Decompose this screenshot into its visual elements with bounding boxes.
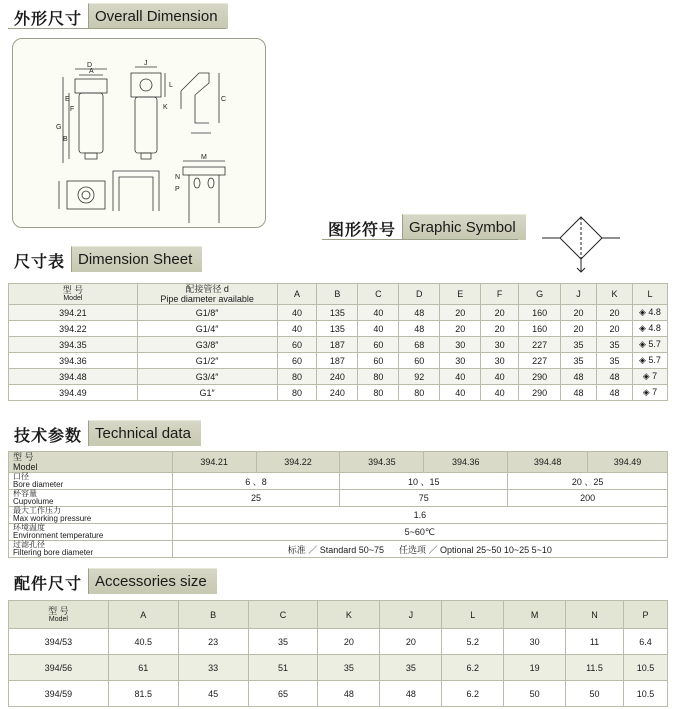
dimension-value: 20 [561, 321, 597, 337]
filter-graphic-symbol-icon [540, 212, 622, 276]
dimension-value: 80 [277, 369, 317, 385]
technical-data-en: Technical data [88, 420, 201, 446]
accessories-size-heading [8, 568, 217, 594]
accessories-model-header [9, 601, 109, 629]
accessories-col-K: K [318, 601, 380, 629]
accessories-col-M: M [504, 601, 566, 629]
environment-temperature-label [9, 524, 173, 541]
label-M: M [201, 154, 207, 161]
graphic-symbol-cn: 图形符号 [328, 220, 397, 239]
dimension-value: 30 [440, 337, 481, 353]
dimension-value: 48 [399, 321, 440, 337]
dimension-value: 160 [519, 305, 561, 321]
overall-dimension-heading [8, 3, 228, 29]
dimension-header-row [9, 284, 668, 305]
accessories-value: 35 [248, 629, 318, 655]
graphic-symbol-en: Graphic Symbol [402, 214, 526, 240]
dimension-value: 20 [561, 305, 597, 321]
dimension-col-B: B [317, 284, 358, 305]
cup-volume-value: 25 [172, 490, 340, 507]
bore-diameter-label [9, 473, 173, 490]
dimension-pipe-header-en: Pipe diameter available [160, 294, 254, 304]
accessories-value: 20 [380, 629, 442, 655]
technical-model: 394.21 [172, 452, 256, 473]
port-view [67, 181, 105, 209]
accessories-col-C: C [248, 601, 318, 629]
accessories-model-header-en: Model [48, 615, 68, 623]
dimension-model: 394.48 [9, 369, 138, 385]
table-row [9, 473, 668, 490]
dimension-value: 40 [358, 321, 399, 337]
accessories-size-en: Accessories size [88, 568, 217, 594]
technical-data-cn: 技术参数 [14, 426, 83, 445]
dimension-value: 20 [597, 321, 633, 337]
dimension-value: 40 [277, 305, 317, 321]
dimension-model: 394.49 [9, 385, 138, 401]
accessories-col-J: J [380, 601, 442, 629]
accessories-value: 11 [566, 629, 624, 655]
accessories-value: 30 [504, 629, 566, 655]
filtering-bore-label-cn: 过滤孔径 [13, 540, 45, 549]
label-G: G [56, 124, 62, 131]
graphic-symbol-rule [322, 239, 518, 240]
cup-volume-label [9, 490, 173, 507]
accessories-value: 50 [566, 681, 624, 707]
dimension-value: 80 [358, 385, 399, 401]
dimension-value: 35 [561, 353, 597, 369]
dimension-value: ◈ 5.7 [632, 337, 667, 353]
label-N: N [175, 174, 181, 181]
label-A: A [89, 68, 94, 75]
table-row [9, 629, 668, 655]
dimension-value: 60 [358, 337, 399, 353]
dimension-model-header-en: Model [63, 295, 83, 302]
dimension-pipe: G3/4″ [137, 369, 277, 385]
dimension-value: 48 [561, 385, 597, 401]
accessories-value: 50 [504, 681, 566, 707]
technical-model: 394.35 [340, 452, 424, 473]
dimension-model-header-cn: 型 号 [62, 285, 84, 295]
bracket-profile [181, 73, 209, 123]
dimension-sheet-cn: 尺寸表 [14, 252, 66, 271]
max-pressure-value: 1.6 [172, 507, 667, 524]
accessories-value: 20 [318, 629, 380, 655]
dimension-value: 30 [481, 353, 519, 369]
dimension-value: 240 [317, 385, 358, 401]
table-row [9, 541, 668, 558]
dimension-value: 227 [519, 353, 561, 369]
dimension-value: 40 [440, 385, 481, 401]
accessories-size-cn: 配件尺寸 [14, 574, 83, 593]
dimension-value: 48 [597, 385, 633, 401]
technical-model: 394.36 [424, 452, 508, 473]
label-D: D [87, 62, 93, 69]
dimension-col-K: K [597, 284, 633, 305]
front-view-bowl [79, 93, 103, 153]
dimension-value: ◈ 5.7 [632, 353, 667, 369]
cup-volume-value: 200 [508, 490, 668, 507]
environment-temperature-label-cn: 环境温度 [13, 523, 45, 532]
table-row [9, 655, 668, 681]
accessories-size-table [8, 600, 668, 707]
dimension-col-G: G [519, 284, 561, 305]
bore-diameter-value: 10 、15 [340, 473, 508, 490]
dimension-value: 48 [597, 369, 633, 385]
dimension-model: 394.36 [9, 353, 138, 369]
table-row [9, 490, 668, 507]
label-E: E [65, 96, 70, 103]
dimension-model-header [9, 284, 138, 305]
dimension-value: 92 [399, 369, 440, 385]
accessories-value: 48 [380, 681, 442, 707]
accessories-model: 394/56 [9, 655, 109, 681]
front-view-head [75, 79, 107, 93]
table-row [9, 369, 668, 385]
accessories-col-N: N [566, 601, 624, 629]
label-C: C [221, 96, 227, 103]
dimension-value: 35 [561, 337, 597, 353]
dimension-value: 60 [399, 353, 440, 369]
table-row [9, 337, 668, 353]
accessories-value: 35 [380, 655, 442, 681]
dimension-pipe: G1/8″ [137, 305, 277, 321]
table-row [9, 507, 668, 524]
accessories-value: 61 [108, 655, 178, 681]
graphic-symbol-heading [322, 214, 526, 240]
dimension-col-A: A [277, 284, 317, 305]
environment-temperature-label-en: Environment temperature [13, 531, 104, 540]
overall-dimension-drawing [12, 38, 266, 228]
dimension-value: 40 [277, 321, 317, 337]
dimension-col-F: F [481, 284, 519, 305]
accessories-model-header-cn: 型 号 [48, 605, 69, 616]
dimension-value: 227 [519, 337, 561, 353]
dimension-value: 290 [519, 385, 561, 401]
dimension-value: 187 [317, 337, 358, 353]
accessories-value: 45 [178, 681, 248, 707]
front-view-drain [85, 153, 97, 159]
bore-diameter-value: 6 、8 [172, 473, 340, 490]
dimension-value: 20 [440, 321, 481, 337]
technical-data-table [8, 451, 668, 558]
accessories-value: 5.2 [442, 629, 504, 655]
max-pressure-label [9, 507, 173, 524]
dimension-value: 160 [519, 321, 561, 337]
dimension-value: ◈ 4.8 [632, 321, 667, 337]
dimension-model: 394.21 [9, 305, 138, 321]
label-B: B [63, 136, 68, 143]
accessories-value: 19 [504, 655, 566, 681]
dimension-sheet-table [8, 283, 668, 401]
dimension-value: 20 [481, 321, 519, 337]
dimension-pipe: G1/4″ [137, 321, 277, 337]
bore-diameter-value: 20 、25 [508, 473, 668, 490]
technical-data-heading [8, 420, 201, 446]
dimension-value: 35 [597, 337, 633, 353]
dimension-value: 68 [399, 337, 440, 353]
accessories-col-A: A [108, 601, 178, 629]
accessories-col-L: L [442, 601, 504, 629]
bore-diameter-label-cn: 口径 [13, 472, 29, 481]
accessories-value: 10.5 [623, 681, 667, 707]
table-row [9, 385, 668, 401]
technical-model-label-cn: 型 号 [13, 452, 34, 462]
side-view-head [131, 73, 161, 97]
technical-model: 394.48 [508, 452, 588, 473]
dimension-value: ◈ 4.8 [632, 305, 667, 321]
dimension-pipe-header [137, 284, 277, 305]
dimension-sheet-heading [8, 246, 202, 272]
accessories-header-row [9, 601, 668, 629]
accessories-value: 40.5 [108, 629, 178, 655]
environment-temperature-value: 5~60℃ [172, 524, 667, 541]
accessories-value: 81.5 [108, 681, 178, 707]
dimension-pipe: G1″ [137, 385, 277, 401]
dimension-value: 40 [358, 305, 399, 321]
dimension-value: 290 [519, 369, 561, 385]
accessories-value: 11.5 [566, 655, 624, 681]
accessories-value: 23 [178, 629, 248, 655]
dimension-value: 20 [481, 305, 519, 321]
dimension-value: 135 [317, 321, 358, 337]
table-row [9, 681, 668, 707]
dimension-col-C: C [358, 284, 399, 305]
technical-model: 394.22 [256, 452, 340, 473]
table-row [9, 305, 668, 321]
table-row [9, 524, 668, 541]
accessories-value: 6.4 [623, 629, 667, 655]
dimension-col-J: J [561, 284, 597, 305]
dimension-value: 240 [317, 369, 358, 385]
cup-volume-label-en: Cupvolume [13, 497, 54, 506]
dimension-pipe-header-cn: 配接管径 d [185, 284, 229, 294]
label-P: P [175, 186, 180, 193]
dimension-value: 48 [561, 369, 597, 385]
dimension-col-D: D [399, 284, 440, 305]
accessories-col-B: B [178, 601, 248, 629]
filter-drawing-svg [13, 39, 267, 229]
label-K: K [163, 104, 168, 111]
cup-volume-value: 75 [340, 490, 508, 507]
dimension-col-E: E [440, 284, 481, 305]
dimension-sheet-en: Dimension Sheet [71, 246, 202, 272]
table-row [9, 321, 668, 337]
accessories-value: 10.5 [623, 655, 667, 681]
dimension-value: 20 [597, 305, 633, 321]
overall-dimension-rule [8, 28, 226, 29]
dimension-pipe: G3/8″ [137, 337, 277, 353]
cup-volume-label-cn: 杯容量 [13, 489, 37, 498]
filtering-bore-label-en: Filtering bore diameter [13, 548, 94, 557]
dimension-value: 80 [358, 369, 399, 385]
technical-model-label-en: Model [13, 462, 38, 472]
accessories-value: 48 [318, 681, 380, 707]
dimension-value: 30 [440, 353, 481, 369]
dimension-value: 48 [399, 305, 440, 321]
accessories-col-P: P [623, 601, 667, 629]
accessories-value: 33 [178, 655, 248, 681]
side-view-bowl [135, 97, 157, 153]
accessories-value: 51 [248, 655, 318, 681]
accessories-value: 6.2 [442, 655, 504, 681]
dimension-value: 60 [277, 337, 317, 353]
table-row [9, 353, 668, 369]
dimension-pipe: G1/2″ [137, 353, 277, 369]
max-pressure-label-en: Max working pressure [13, 514, 92, 523]
technical-model-label [9, 452, 173, 473]
dimension-value: 80 [277, 385, 317, 401]
dimension-value: 20 [440, 305, 481, 321]
technical-model-row [9, 452, 668, 473]
filtering-bore-value: 标准 ／ Standard 50~75 任选项 ／ Optional 25~50 10~25 5~10 [172, 541, 667, 558]
label-F: F [70, 106, 75, 113]
bore-diameter-label-en: Bore diameter [13, 480, 64, 489]
overall-dimension-cn: 外形尺寸 [14, 9, 83, 28]
dimension-value: 40 [440, 369, 481, 385]
label-J: J [144, 60, 148, 67]
dimension-model: 394.22 [9, 321, 138, 337]
label-L: L [169, 82, 173, 89]
dimension-value: 60 [277, 353, 317, 369]
dimension-value: 40 [481, 385, 519, 401]
accessories-model: 394/53 [9, 629, 109, 655]
dimension-model: 394.35 [9, 337, 138, 353]
filtering-bore-label [9, 541, 173, 558]
dimension-value: 187 [317, 353, 358, 369]
dimension-col-L: L [632, 284, 667, 305]
dimension-value: ◈ 7 [632, 369, 667, 385]
dimension-value: 60 [358, 353, 399, 369]
dimension-value: 40 [481, 369, 519, 385]
accessories-value: 65 [248, 681, 318, 707]
technical-model: 394.49 [588, 452, 668, 473]
accessories-model: 394/59 [9, 681, 109, 707]
accessories-value: 35 [318, 655, 380, 681]
overall-dimension-en: Overall Dimension [88, 3, 228, 29]
accessories-value: 6.2 [442, 681, 504, 707]
dimension-value: 80 [399, 385, 440, 401]
dimension-value: 35 [597, 353, 633, 369]
dimension-value: ◈ 7 [632, 385, 667, 401]
max-pressure-label-cn: 最大工作压力 [13, 506, 61, 515]
dimension-value: 135 [317, 305, 358, 321]
dimension-value: 30 [481, 337, 519, 353]
